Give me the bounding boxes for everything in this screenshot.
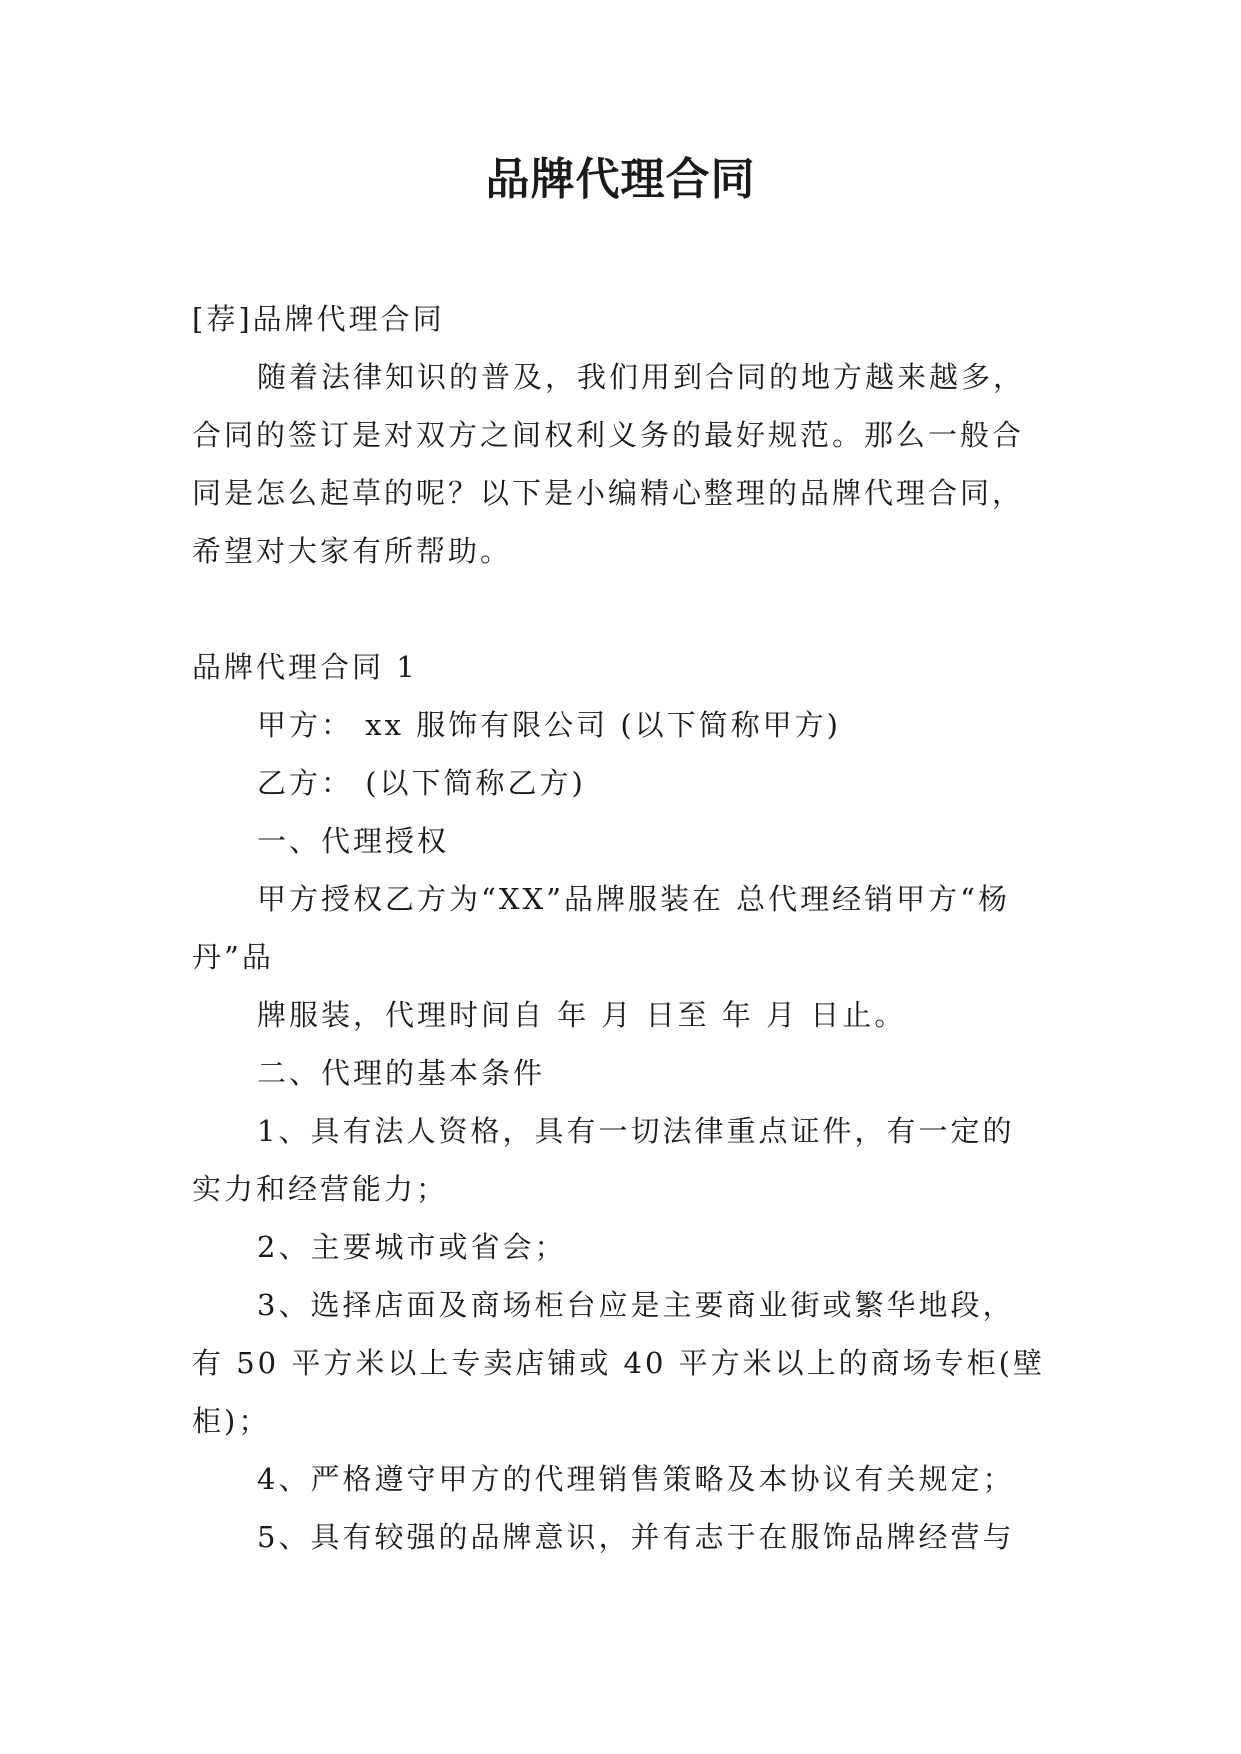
party-b: 乙方： (以下简称乙方) (257, 766, 586, 800)
section-heading: 品牌代理合同 1 (192, 650, 418, 684)
condition-5: 5、具有较强的品牌意识，并有志于在服饰品牌经营与 (257, 1520, 1015, 1554)
document-title: 品牌代理合同 (485, 154, 756, 205)
intro-line-4: 希望对大家有所帮助。 (192, 534, 513, 568)
condition-1-line-2: 实力和经营能力； (192, 1172, 449, 1206)
intro-line-1: 随着法律知识的普及，我们用到合同的地方越来越多， (257, 360, 1026, 394)
party-a: 甲方： xx 服饰有限公司 (以下简称甲方) (257, 708, 841, 742)
document-subtitle: [荐]品牌代理合同 (192, 302, 445, 336)
condition-4: 4、严格遵守甲方的代理销售策略及本协议有关规定； (257, 1462, 1015, 1496)
condition-2: 2、主要城市或省会； (257, 1230, 567, 1264)
clause-1-line-3: 牌服装，代理时间自 年 月 日至 年 月 日止。 (257, 998, 907, 1032)
clause-1-line-1: 甲方授权乙方为“XX”品牌服装在 总代理经销甲方“杨 (257, 882, 1010, 916)
document-body (192, 290, 1052, 1566)
condition-1-line-1: 1、具有法人资格，具有一切法律重点证件，有一定的 (257, 1114, 1015, 1148)
paragraph-gap (192, 580, 1052, 638)
clause-1-line-2: 丹”品 (192, 940, 274, 974)
condition-3-line-3: 柜)； (192, 1404, 271, 1438)
intro-line-3: 同是怎么起草的呢？以下是小编精心整理的品牌代理合同， (192, 476, 1025, 510)
condition-3-line-1: 3、选择店面及商场柜台应是主要商业街或繁华地段， (257, 1288, 1015, 1322)
clause-2-heading: 二、代理的基本条件 (257, 1056, 546, 1090)
intro-line-2: 合同的签订是对双方之间权利义务的最好规范。那么一般合 (192, 418, 1025, 452)
clause-1-heading: 一、代理授权 (257, 824, 450, 858)
condition-3-line-2: 有 50 平方米以上专卖店铺或 40 平方米以上的商场专柜(壁 (192, 1346, 1045, 1380)
